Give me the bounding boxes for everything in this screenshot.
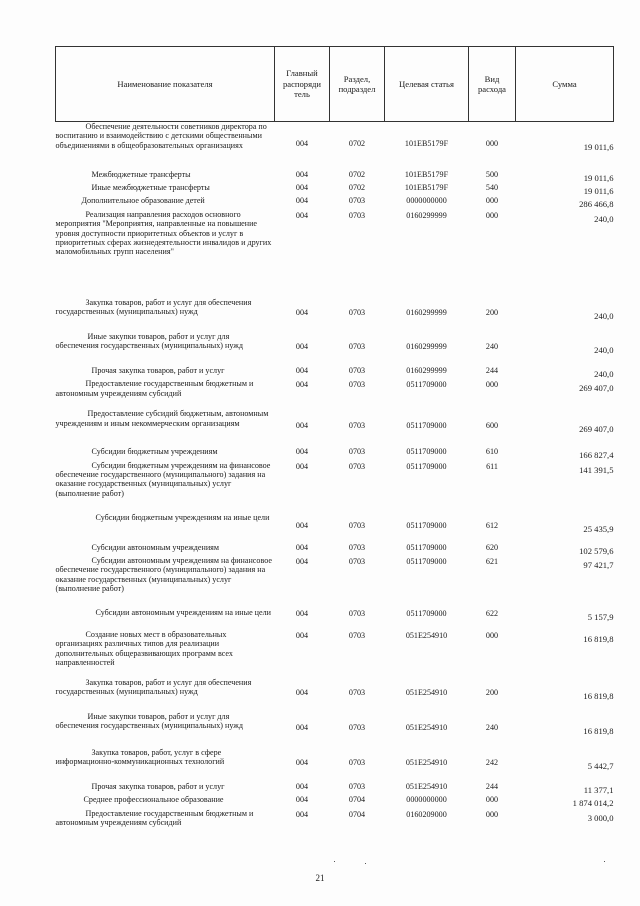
row-admin: 004: [295, 542, 309, 552]
row-name: [56, 210, 275, 298]
row-name: [56, 678, 275, 712]
row-target: 0511709000: [406, 542, 447, 552]
row-section: 0703: [348, 210, 366, 220]
row-sum: 19 011,6: [583, 142, 614, 152]
row-name-text: Закупка товаров, работ и услуг для обеспечения государственных (муниципальных) нужд: [55, 297, 252, 317]
row-admin: 004: [295, 461, 309, 471]
row-section: 0703: [348, 380, 366, 390]
row-name: [56, 366, 275, 379]
row-type: 612: [485, 520, 499, 530]
row-sum: 19 011,6: [583, 172, 614, 183]
row-name-text: Дополнительное образование детей: [81, 196, 205, 206]
row-type: 611: [486, 461, 498, 471]
row-sum: 25 435,9: [583, 523, 614, 534]
row-target: 0511709000: [406, 556, 447, 566]
row-admin: 004: [295, 520, 309, 530]
row-name: [56, 712, 275, 748]
table-header: [56, 47, 614, 122]
table-row: [56, 782, 614, 795]
row-name-text: Создание новых мест в образовательных организациях различных типов для реализации дополнительных общеразвивающих программ всех направленностей: [55, 629, 233, 668]
row-admin: 004: [295, 210, 309, 220]
table-row: [56, 447, 614, 460]
row-target: 0511709000: [406, 447, 447, 457]
row-type: 200: [485, 307, 499, 317]
row-sum: 97 421,7: [583, 559, 614, 570]
row-target: 051Е254910: [405, 781, 448, 791]
row-target: 0160209000: [406, 809, 447, 819]
row-name-text: Субсидии автономным учреждениям: [91, 542, 219, 552]
row-name: [56, 748, 275, 782]
row-type: 621: [485, 556, 499, 566]
row-name-text: Субсидии бюджетным учреждениям: [91, 447, 218, 457]
row-section: 0703: [348, 556, 366, 566]
row-name: [56, 170, 275, 183]
table-row: [56, 795, 614, 808]
row-type: 500: [485, 169, 499, 179]
row-type: 620: [485, 542, 499, 552]
row-section: 0703: [348, 687, 366, 697]
row-target: 101ЕВ5179F: [404, 139, 449, 148]
row-name-text: Реализация направления расходов основного мероприятия "Мероприятия, направленные на повышение уровня доступности приоритетных объектов и услуг в приоритетных сферах жизнедеятельности инвалидов и других маломобильных групп населения": [55, 209, 272, 257]
table-row: [56, 183, 614, 196]
row-name: [56, 543, 275, 556]
row-sum: 19 011,6: [583, 185, 614, 196]
row-sum: 3 000,0: [587, 812, 614, 823]
budget-table: [55, 46, 614, 837]
scan-speck: [604, 861, 605, 862]
row-name-text: Иные межбюджетные трансферты: [91, 182, 210, 192]
row-target: 0511709000: [406, 461, 447, 471]
row-type: 600: [485, 421, 499, 431]
row-admin: 004: [295, 196, 309, 206]
row-sum: 1 874 014,2: [572, 798, 614, 809]
table-row: [56, 461, 614, 513]
table-row: [56, 298, 614, 332]
table-row: [56, 712, 614, 748]
row-name: [56, 608, 275, 630]
row-section: 0703: [348, 520, 366, 530]
row-admin: 004: [295, 608, 309, 618]
row-target: 101ЕВ5179F: [404, 182, 449, 192]
table-row: [56, 409, 614, 447]
row-sum: 16 819,8: [583, 633, 614, 644]
row-name: [56, 298, 275, 332]
table-row: [56, 196, 614, 209]
row-section: 0703: [348, 722, 366, 732]
row-sum: 240,0: [594, 213, 614, 224]
scan-speck: [334, 861, 335, 862]
row-section: 0703: [348, 461, 366, 471]
row-section: 0704: [348, 795, 366, 805]
table-row: [56, 332, 614, 366]
row-type: 000: [485, 196, 499, 206]
table-row: [56, 543, 614, 556]
row-section: 0702: [348, 182, 366, 192]
table-row: [56, 630, 614, 678]
row-name: [56, 630, 275, 678]
row-target: 0160299999: [406, 307, 447, 317]
row-type: 244: [485, 781, 499, 791]
row-sum: 166 827,4: [579, 450, 614, 461]
row-target: 0511709000: [406, 608, 447, 618]
row-section: 0703: [348, 365, 366, 375]
row-target: 0160299999: [406, 365, 447, 375]
table-row: [56, 678, 614, 712]
table-row: [56, 556, 614, 608]
header-sum: Сумма: [516, 47, 614, 122]
row-name-text: Иные закупки товаров, работ и услуг для обеспечения государственных (муниципальных) нужд: [55, 331, 243, 351]
row-section: 0703: [348, 196, 366, 206]
header-section: Раздел, подраздел: [330, 47, 385, 122]
row-name-text: Межбюджетные трансферты: [91, 169, 191, 179]
row-name-text: Субсидии бюджетным учреждениям на финансовое обеспечение государственного (муниципального) задания на оказание государственных (муниципальных) услуг (выполнение работ): [55, 460, 271, 498]
row-type: 240: [485, 722, 499, 732]
row-section: 0703: [348, 630, 366, 640]
row-section: 0702: [348, 139, 366, 148]
row-name-text: Среднее профессиональное образование: [83, 795, 224, 805]
row-name-text: Закупка товаров, работ, услуг в сфере информационно-коммуникационных технологий: [55, 747, 225, 767]
table-row: [56, 210, 614, 298]
row-section: 0704: [348, 809, 366, 819]
row-section: 0703: [348, 307, 366, 317]
row-section: 0703: [348, 542, 366, 552]
row-target: 0511709000: [406, 380, 447, 390]
row-name: [56, 379, 275, 409]
header-name: Наименование показателя: [56, 47, 275, 122]
row-type: 242: [485, 757, 499, 767]
row-name: [56, 122, 275, 170]
row-sum: 269 407,0: [579, 424, 614, 435]
row-section: 0703: [348, 781, 366, 791]
table-row: [56, 379, 614, 409]
row-admin: 004: [295, 421, 309, 431]
row-type: 622: [485, 608, 499, 618]
row-section: 0703: [348, 421, 366, 431]
row-sum: 240,0: [594, 368, 614, 379]
row-type: 000: [485, 630, 499, 640]
table-row: [56, 170, 614, 183]
row-target: 051Е254910: [405, 630, 448, 640]
row-name-text: Предоставление государственным бюджетным и автономным учреждениям субсидий: [55, 379, 254, 398]
row-sum: 5 442,7: [587, 760, 614, 771]
page-number: 21: [315, 873, 325, 883]
table-row: [56, 122, 614, 170]
row-admin: 004: [295, 809, 309, 819]
row-name-text: Закупка товаров, работ и услуг для обеспечения государственных (муниципальных) нужд: [55, 677, 252, 697]
row-target: 101ЕВ5179F: [404, 169, 449, 179]
row-name: [56, 513, 275, 543]
row-name-text: Предоставление субсидий бюджетным, автономным учреждениям и иным некоммерческим организациям: [55, 409, 269, 428]
row-name: [56, 795, 275, 808]
row-type: 244: [485, 365, 499, 375]
row-sum: 269 407,0: [579, 383, 614, 394]
row-admin: 004: [295, 630, 309, 640]
table-row: [56, 748, 614, 782]
row-sum: 141 391,5: [579, 464, 614, 475]
row-target: 0000000000: [406, 196, 447, 206]
row-admin: 004: [295, 307, 309, 317]
row-admin: 004: [295, 447, 309, 457]
row-type: 000: [485, 795, 499, 805]
table-row: [56, 513, 614, 543]
row-target: 051Е254910: [405, 687, 448, 697]
table-row: [56, 366, 614, 379]
row-name: [56, 461, 275, 513]
row-target: 051Е254910: [405, 722, 448, 732]
row-section: 0703: [348, 447, 366, 457]
row-admin: 004: [295, 781, 309, 791]
row-name: [56, 332, 275, 366]
row-section: 0703: [348, 341, 366, 351]
row-admin: 004: [295, 380, 309, 390]
row-admin: 004: [295, 139, 309, 148]
row-admin: 004: [295, 556, 309, 566]
row-target: 051Е254910: [405, 757, 448, 767]
row-target: 0160299999: [406, 210, 447, 220]
row-target: 0511709000: [406, 421, 447, 431]
row-name-text: Прочая закупка товаров, работ и услуг: [91, 365, 225, 375]
row-name-text: Иные закупки товаров, работ и услуг для обеспечения государственных (муниципальных) нужд: [55, 711, 243, 731]
row-sum: 240,0: [594, 344, 614, 355]
row-sum: 102 579,6: [579, 545, 614, 556]
row-section: 0703: [348, 757, 366, 767]
row-name: [56, 782, 275, 795]
row-admin: 004: [295, 341, 309, 351]
row-type: 000: [485, 809, 499, 819]
row-name-text: Субсидии автономным учреждениям на иные цели: [95, 607, 271, 617]
row-sum: 16 819,8: [583, 690, 614, 701]
row-section: 0702: [348, 169, 366, 179]
table-row: [56, 608, 614, 630]
row-admin: 004: [295, 687, 309, 697]
scan-speck: [365, 863, 366, 864]
row-name: [56, 447, 275, 460]
row-admin: 004: [295, 182, 309, 192]
row-sum: 11 377,1: [583, 784, 614, 795]
row-admin: 004: [295, 722, 309, 732]
table-body: [56, 122, 614, 837]
row-name: [56, 196, 275, 209]
row-type: 200: [485, 687, 499, 697]
row-target: 0511709000: [406, 520, 447, 530]
row-type: 610: [485, 447, 499, 457]
row-admin: 004: [295, 365, 309, 375]
row-name: [56, 183, 275, 196]
row-sum: 5 157,9: [587, 611, 614, 622]
row-admin: 004: [295, 757, 309, 767]
table-row: [56, 809, 614, 837]
row-name: [56, 809, 275, 837]
row-sum: 286 466,8: [579, 199, 614, 210]
row-type: 240: [485, 341, 499, 351]
header-admin: Главный распоряди тель: [275, 47, 330, 122]
header-target: Целевая статья: [385, 47, 469, 122]
row-name-text: Обеспечение деятельности советников директора по воспитанию и взаимодействию с детскими общественными объединениями в общеобразовательных организациях: [55, 122, 267, 150]
row-type: 000: [485, 210, 499, 220]
row-admin: 004: [295, 795, 309, 805]
row-type: 000: [485, 139, 499, 148]
row-sum: 240,0: [594, 310, 614, 321]
row-target: 0000000000: [406, 795, 447, 805]
row-name-text: Субсидии бюджетным учреждениям на иные цели: [95, 512, 270, 522]
row-name-text: Прочая закупка товаров, работ и услуг: [91, 781, 225, 791]
row-admin: 004: [295, 169, 309, 179]
row-name-text: Предоставление государственным бюджетным и автономным учреждениям субсидий: [55, 808, 254, 828]
row-type: 540: [485, 182, 499, 192]
row-type: 000: [485, 380, 499, 390]
row-name: [56, 409, 275, 447]
row-name: [56, 556, 275, 608]
header-type: Вид расхода: [469, 47, 516, 122]
row-target: 0160299999: [406, 341, 447, 351]
row-sum: 16 819,8: [583, 725, 614, 736]
row-name-text: Субсидии автономным учреждениям на финансовое обеспечение государственного (муниципального) задания на оказание государственных (муниципальных) услуг (выполнение работ): [55, 555, 272, 594]
row-section: 0703: [348, 608, 366, 618]
